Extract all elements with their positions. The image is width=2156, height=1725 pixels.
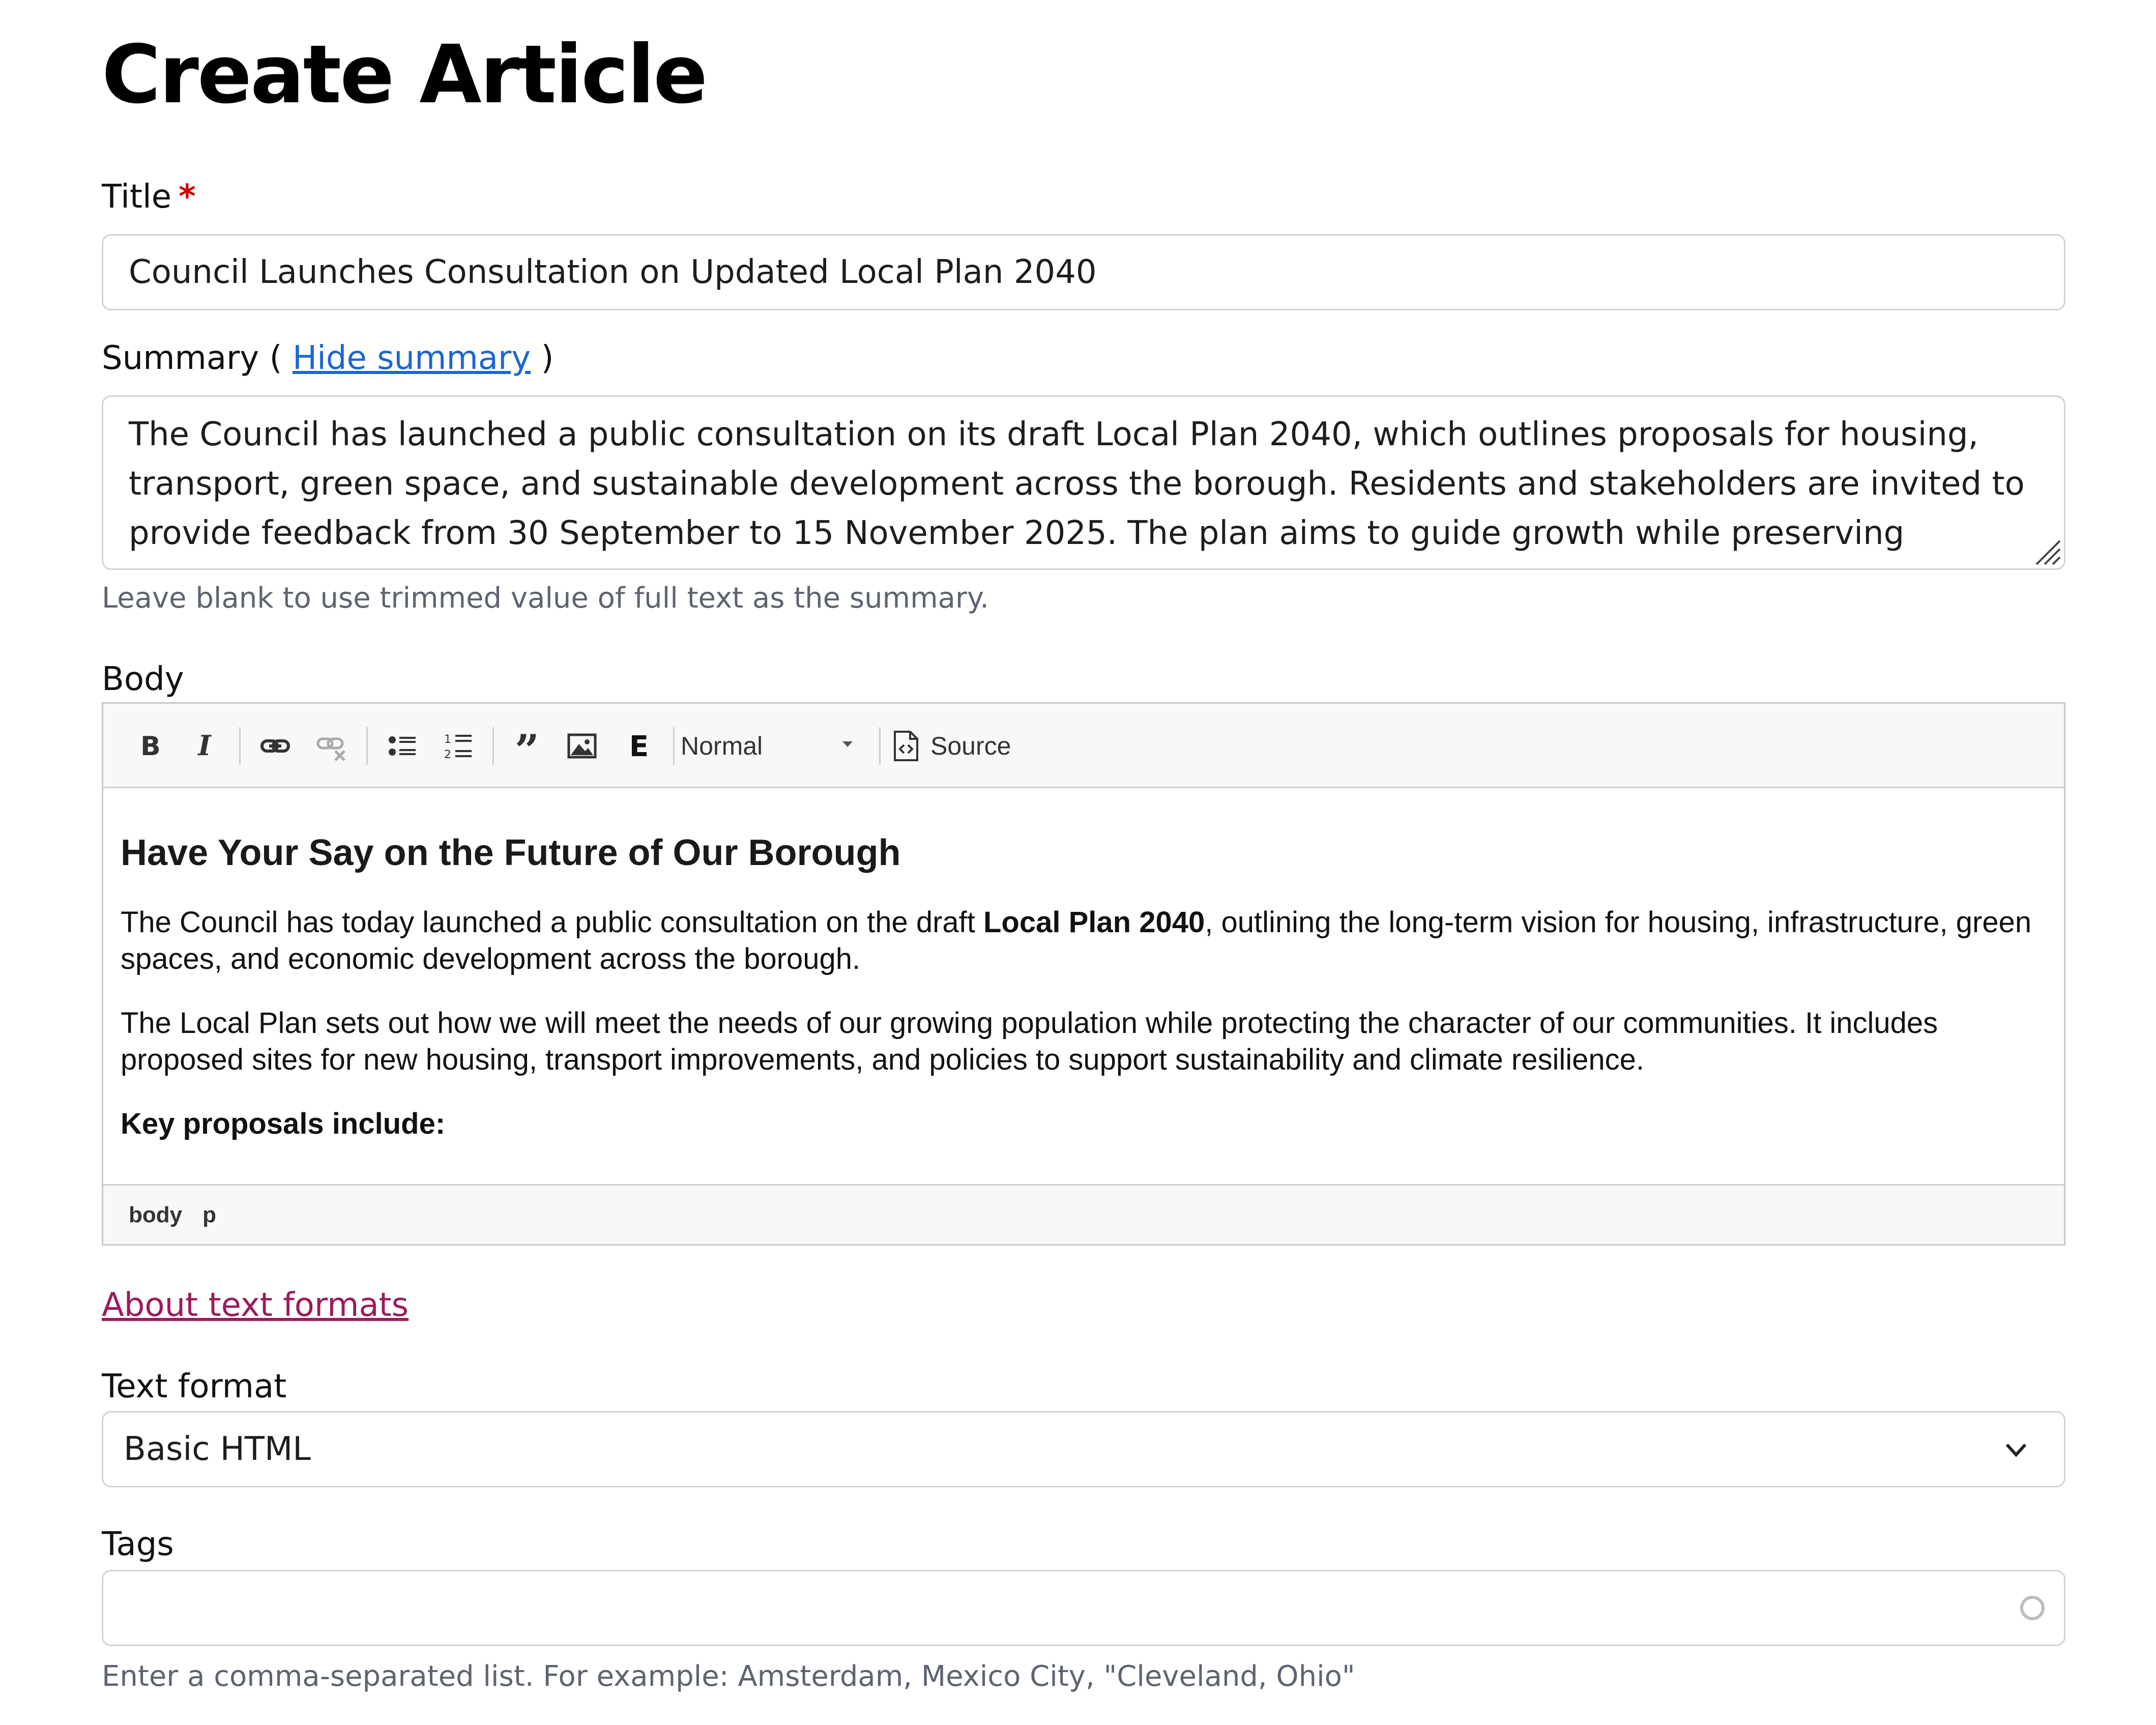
content-paragraph: The Local Plan sets out how we will meet the needs of our growing population while protecting the character of our communities. It includes proposed sites for new housing, transport improvements, and policies to support sustainability and climate resilience. — [121, 1007, 1938, 1076]
rich-text-editor — [102, 702, 2065, 1246]
editor-toolbar — [103, 704, 2064, 788]
dropdown-arrow-icon — [842, 741, 853, 747]
toolbar-separator — [366, 727, 368, 765]
content-paragraph — [121, 1106, 2047, 1142]
text-format-label: Text format — [102, 1368, 287, 1405]
autocomplete-throbber-icon — [2020, 1596, 2045, 1620]
blockquote-icon — [511, 730, 543, 762]
summary-textarea[interactable] — [102, 395, 2065, 570]
unlink-icon — [315, 730, 347, 762]
svg-text:E: E — [629, 730, 649, 762]
paragraph-format-dropdown[interactable] — [681, 724, 849, 768]
svg-text:”: ” — [514, 730, 540, 762]
source-button-label: Source — [930, 732, 1011, 760]
summary-textarea-value: The Council has launched a public consultation on its draft Local Plan 2040, which outlines proposals for housing, transport, green space, and sustainable development across the borough. Residents and stakeholders are invited to provide feedback from 30 September to 15 November 2025. The plan aims to guide growth while preserving — [129, 416, 2025, 552]
image-button[interactable] — [560, 724, 604, 768]
text-format-select[interactable] — [102, 1411, 2065, 1487]
bold-button[interactable] — [129, 724, 172, 768]
format-dropdown-value: Normal — [681, 732, 763, 760]
source-icon — [892, 730, 920, 762]
numbered-list-button[interactable] — [436, 724, 480, 768]
path-item-p[interactable]: p — [202, 1202, 216, 1227]
link-button[interactable] — [253, 724, 297, 768]
about-text-formats-link[interactable]: About text formats — [102, 1286, 409, 1324]
toolbar-separator — [492, 727, 494, 765]
unlink-button[interactable] — [309, 724, 353, 768]
italic-button[interactable] — [183, 724, 226, 768]
page-title: Create Article — [102, 28, 707, 122]
chevron-down-icon — [2004, 1441, 2028, 1459]
element-path-bar — [103, 1184, 2064, 1244]
bulleted-list-button[interactable] — [381, 724, 424, 768]
toolbar-separator — [239, 727, 241, 765]
numbered-list-icon — [442, 730, 475, 762]
content-bold-text: Key proposals include: — [121, 1107, 446, 1140]
title-input[interactable] — [102, 234, 2065, 310]
embed-icon — [623, 730, 655, 762]
tags-help-text: Enter a comma-separated list. For example: Amsterdam, Mexico City, "Cleveland, Ohio" — [102, 1660, 1355, 1693]
resize-handle-icon[interactable] — [2031, 536, 2062, 566]
content-bold-text: Local Plan 2040 — [983, 906, 1205, 939]
path-item-body[interactable]: body — [129, 1202, 183, 1227]
embed-button[interactable] — [617, 724, 661, 768]
svg-text:B: B — [140, 731, 161, 762]
content-text: , outlining the long-term vision for housing, infrastructure, green spaces, and economic development across the borough. — [121, 906, 2032, 975]
title-label — [102, 178, 196, 216]
editor-content-area[interactable] — [103, 788, 2064, 1184]
content-paragraph — [121, 904, 2047, 978]
text-format-selected: Basic HTML — [124, 1430, 311, 1468]
content-heading: Have Your Say on the Future of Our Borough — [121, 832, 901, 873]
summary-label — [102, 339, 554, 377]
bulleted-list-icon — [386, 730, 419, 762]
toolbar-separator — [673, 727, 675, 765]
italic-icon — [188, 730, 221, 762]
summary-label-text: Summary ( — [102, 339, 282, 377]
body-label: Body — [102, 660, 184, 698]
svg-text:2: 2 — [444, 749, 451, 761]
title-input-value: Council Launches Consultation on Updated Local Plan 2040 — [129, 253, 1097, 291]
svg-text:I: I — [198, 730, 211, 762]
source-button[interactable] — [892, 724, 1011, 768]
content-text: The Council has today launched a public consultation on the draft — [121, 906, 983, 939]
svg-text:1: 1 — [444, 733, 451, 746]
required-marker: * — [179, 178, 196, 216]
toolbar-separator — [879, 727, 881, 765]
summary-help-text: Leave blank to use trimmed value of full text as the summary. — [102, 582, 989, 615]
bold-icon — [134, 730, 167, 762]
image-icon — [566, 730, 598, 762]
summary-label-close: ) — [541, 339, 554, 377]
blockquote-button[interactable] — [505, 724, 549, 768]
hide-summary-link[interactable]: Hide summary — [292, 339, 531, 377]
title-label-text: Title — [102, 178, 172, 216]
tags-input[interactable] — [102, 1570, 2065, 1646]
tags-label: Tags — [102, 1526, 174, 1563]
link-icon — [259, 730, 292, 762]
